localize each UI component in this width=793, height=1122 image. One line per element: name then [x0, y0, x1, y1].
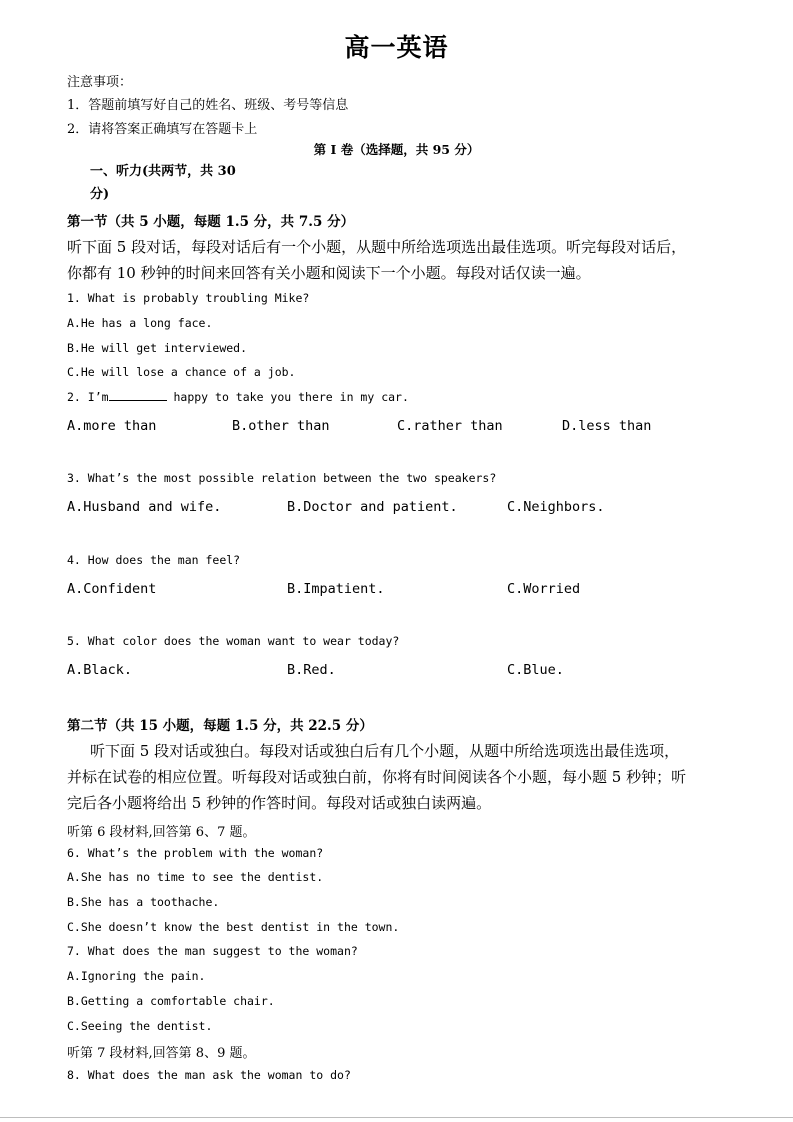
note-item-2: 2．请将答案正确填写在答题卡上	[67, 122, 258, 137]
q1-option-c: C.He will lose a chance of a job.	[67, 365, 296, 379]
answer-blank	[109, 390, 167, 401]
section1-heading: 第一节（共 5 小题，每题 1.5 分，共 7.5 分）	[67, 214, 355, 230]
q2-stem	[67, 390, 409, 404]
page-bottom-divider	[0, 1117, 793, 1118]
q7-option-a: A.Ignoring the pain.	[67, 969, 206, 983]
q4-option-a: A.Confident	[67, 581, 157, 597]
q2-option-c: C.rather than	[397, 418, 503, 434]
q5-option-a: A.Black.	[67, 662, 133, 678]
note-item-1: 1．答题前填写好自己的姓名、班级、考号等信息	[67, 98, 349, 113]
q1-stem: 1. What is probably troubling Mike?	[67, 291, 310, 305]
q6-stem: 6. What’s the problem with the woman?	[67, 846, 324, 860]
q3-option-b: B.Doctor and patient.	[287, 499, 458, 515]
q3-option-c: C.Neighbors.	[507, 499, 605, 515]
q4-option-b: B.Impatient.	[287, 581, 385, 597]
page-title: 高一英语	[344, 33, 449, 62]
q7-option-c: C.Seeing the dentist.	[67, 1019, 213, 1033]
section2-instruction-2: 并标在试卷的相应位置。听每段对话或独白前，你将有时间阅读各个小题，每小题 5 秒钟；听	[67, 768, 687, 786]
q2-option-a: A.more than	[67, 418, 157, 434]
q5-stem: 5. What color does the woman want to wear today?	[67, 634, 400, 648]
section2-instruction-3: 完后各小题将给出 5 秒钟的作答时间。每段对话或独白读两遍。	[67, 794, 492, 812]
q1-option-a: A.He has a long face.	[67, 316, 213, 330]
q1-option-b: B.He will get interviewed.	[67, 341, 248, 355]
q6-option-c: C.She doesn’t know the best dentist in the town.	[67, 920, 400, 934]
q5-option-b: B.Red.	[287, 662, 336, 678]
material-6-note: 听第 6 段材料,回答第 6、7 题。	[67, 825, 256, 840]
q6-option-a: A.She has no time to see the dentist.	[67, 870, 324, 884]
volume-heading: 第 I 卷（选择题，共 95 分）	[313, 142, 480, 157]
q4-option-c: C.Worried	[507, 581, 581, 597]
q7-stem: 7. What does the man suggest to the woman?	[67, 944, 358, 958]
q2-stem-pre: 2. I’m	[67, 390, 109, 404]
q2-option-b: B.other than	[232, 418, 330, 434]
q4-stem: 4. How does the man feel?	[67, 553, 241, 567]
section2-instruction-1: 听下面 5 段对话或独白。每段对话或独白后有几个小题，从题中所给选项选出最佳选项，	[90, 742, 680, 760]
q7-option-b: B.Getting a comfortable chair.	[67, 994, 275, 1008]
q2-stem-post: happy to take you there in my car.	[173, 390, 409, 404]
part1-heading-line2: 分)	[90, 187, 110, 202]
section1-instruction-1: 听下面 5 段对话，每段对话后有一个小题，从题中所给选项选出最佳选项。听完每段对话后，	[67, 238, 687, 256]
q6-option-b: B.She has a toothache.	[67, 895, 220, 909]
q3-option-a: A.Husband and wife.	[67, 499, 222, 515]
notes-heading: 注意事项：	[67, 75, 133, 90]
q8-stem: 8. What does the man ask the woman to do?	[67, 1068, 351, 1082]
section1-instruction-2: 你都有 10 秒钟的时间来回答有关小题和阅读下一个小题。每段对话仅读一遍。	[67, 264, 591, 282]
part1-heading-line1: 一、听力(共两节，共 30	[90, 164, 236, 179]
q3-stem: 3. What’s the most possible relation between the two speakers?	[67, 471, 497, 485]
q5-option-c: C.Blue.	[507, 662, 564, 678]
q2-option-d: D.less than	[562, 418, 652, 434]
section2-heading: 第二节（共 15 小题，每题 1.5 分，共 22.5 分）	[67, 718, 373, 734]
material-7-note: 听第 7 段材料,回答第 8、9 题。	[67, 1046, 256, 1061]
